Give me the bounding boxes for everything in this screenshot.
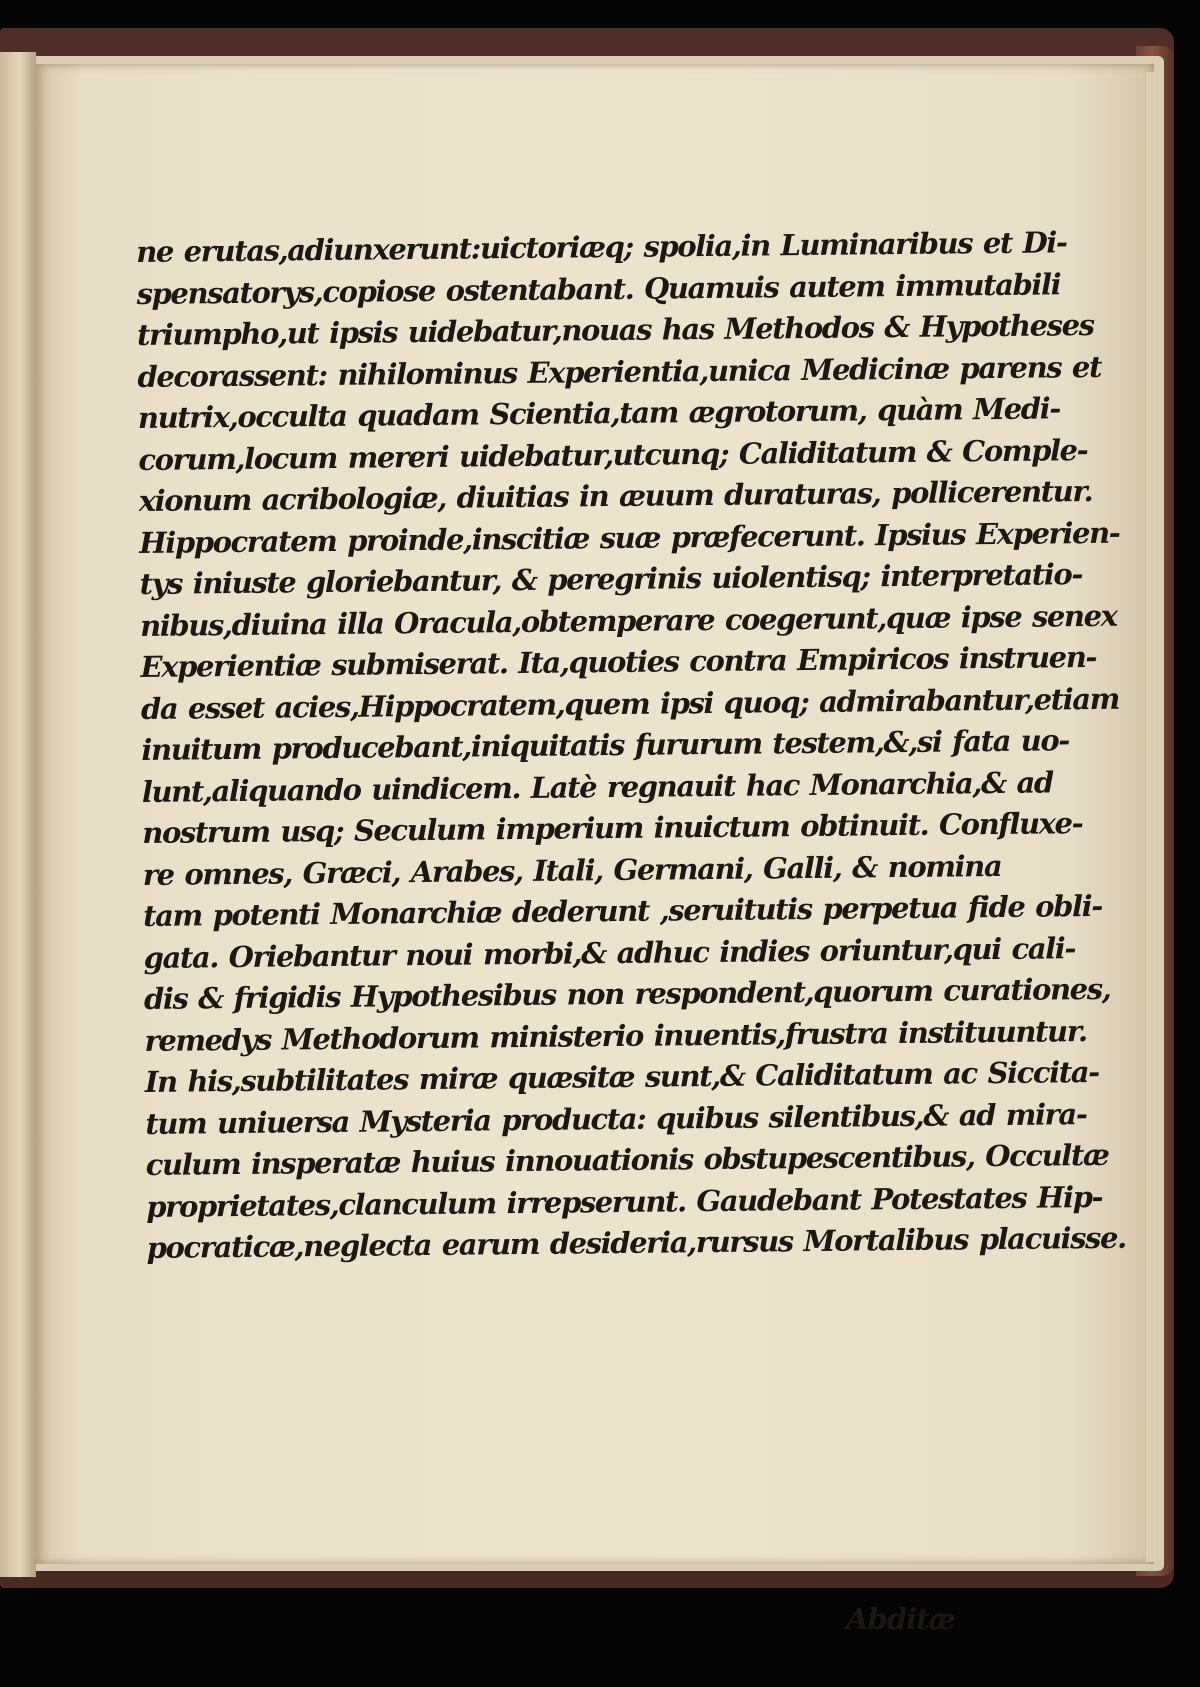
text-line: gata. Oriebantur noui morbi,& adhuc indies oriuntur,qui cali-	[143, 930, 1076, 975]
text-line: decorassent: nihilominus Experientia,unica Medicinæ parens et	[137, 349, 1102, 394]
text-line: remedys Methodorum ministerio inuentis,frustra instituuntur.	[144, 1013, 1087, 1058]
catchword: Abditæ	[846, 1602, 955, 1636]
text-line: da esset acies,Hippocratem,quem ipsi quoq; admirabantur,etiam	[140, 681, 1120, 726]
text-line: spensatorys,copiose ostentabant. Quamuis autem immutabili	[136, 266, 1061, 311]
text-line: dis & frigidis Hypothesibus non respondent,quorum curationes,	[143, 971, 1111, 1016]
body-text	[136, 223, 1126, 1269]
facing-page-edge	[0, 52, 36, 1577]
text-line: tam potenti Monarchiæ dederunt ,seruitutis perpetua fide obli-	[142, 888, 1103, 933]
text-line: xionum acribologiæ, diuitias in æuum duraturas, pollicerentur.	[138, 474, 1093, 518]
text-line: nutrix,occulta quadam Scientia,tam ægrotorum, quàm Medi-	[137, 391, 1061, 435]
text-line: tum uniuersa Mysteria producta: quibus silentibus,& ad mira-	[145, 1096, 1087, 1141]
text-line: inuitum producebant,iniquitatis fururum testem,&,si fata uo-	[141, 723, 1070, 767]
text-line: nibus,diuina illa Oracula,obtemperare coegerunt,quæ ipse senex	[139, 598, 1117, 643]
text-line: nostrum usq; Seculum imperium inuictum obtinuit. Confluxe-	[142, 806, 1083, 850]
text-line: ne erutas,adiunxerunt:uictoriæq; spolia,in Luminaribus et Di-	[136, 225, 1067, 269]
text-line: lunt,aliquando uindicem. Latè regnauit hac Monarchia,& ad	[141, 764, 1053, 809]
text-line: triumpho,ut ipsis uidebatur,nouas has Methodos & Hypotheses	[136, 307, 1094, 352]
text-line: pocraticæ,neglecta earum desideria,rursus Mortalibus placuisse.	[146, 1220, 1126, 1265]
text-line: Experientiæ submiserat. Ita,quoties contra Empiricos instruen-	[140, 639, 1097, 684]
text-line: In his,subtilitates miræ quæsitæ sunt,& Caliditatum ac Siccita-	[144, 1054, 1099, 1099]
text-line: re omnes, Græci, Arabes, Itali, Germani, Galli, & nomina	[142, 848, 1002, 892]
text-line: corum,locum mereri uidebatur,utcunq; Caliditatum & Comple-	[138, 432, 1088, 477]
text-line: Hippocratem proinde,inscitiæ suæ præfecerunt. Ipsius Experien-	[139, 515, 1120, 560]
page-fore-edge	[1146, 72, 1154, 1562]
text-line: proprietates,clanculum irrepserunt. Gaudebant Potestates Hip-	[146, 1179, 1103, 1224]
text-line: tys iniuste gloriebantur, & peregrinis uiolentisq; interpretatio-	[139, 557, 1083, 601]
text-line: culum insperatæ huius innouationis obstupescentibus, Occultæ	[145, 1137, 1109, 1182]
